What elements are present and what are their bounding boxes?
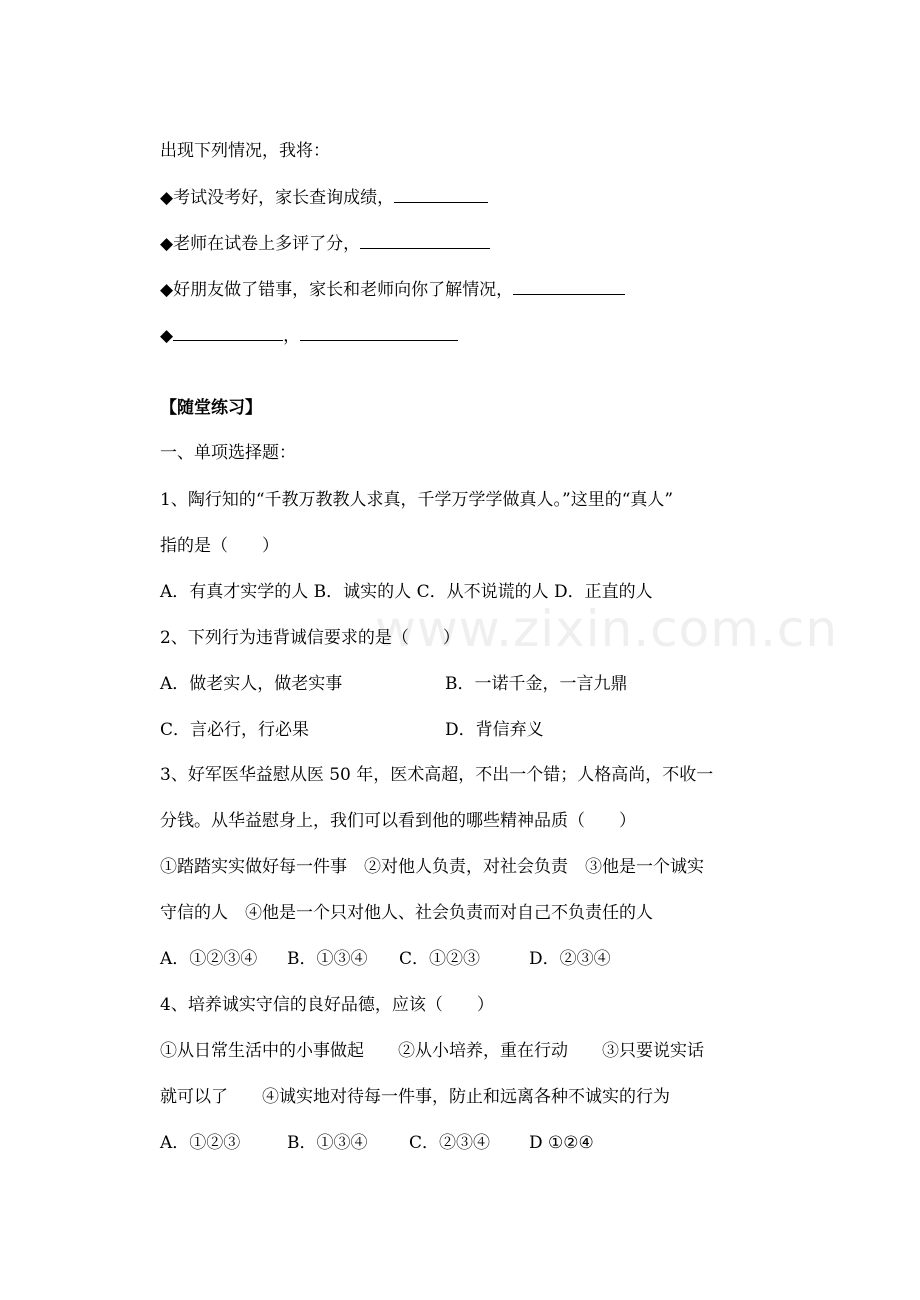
question-2-options-row1 (160, 673, 628, 695)
question-4-stem: 4、培养诚实守信的良好品德，应该（ ） (160, 995, 494, 1015)
answer-blank[interactable] (360, 232, 490, 249)
question-3-stem: 3、好军医华益慰从医 50 年，医术高超，不出一个错；人格高尚，不收一 (160, 765, 714, 785)
option-c: C．②③④ (409, 1133, 491, 1153)
question-2-stem: 2、下列行为违背诚信要求的是（ ） (160, 628, 460, 648)
question-4-statements-cont: 就可以了 ④诚实地对待每一件事，防止和远离各种不诚实的行为 (160, 1087, 670, 1107)
option-d: D．②③④ (529, 949, 611, 969)
watermark: www.zixin.com.cn (375, 600, 839, 658)
option-a: A．做老实人，做老实事 (160, 674, 343, 694)
intro-item-1: ◆考试没考好，家长查询成绩， (160, 186, 488, 209)
answer-blank[interactable] (173, 324, 283, 341)
option-c: C．言必行，行必果 (160, 720, 310, 740)
question-1-options: A．有真才实学的人 B．诚实的人 C．从不说谎的人 D．正直的人 (160, 582, 653, 602)
option-b: B．①③④ (287, 949, 368, 969)
option-b: B．①③④ (287, 1133, 368, 1153)
option-b: B．一诺千金，一言九鼎 (445, 674, 628, 694)
question-1-stem-cont: 指的是（ ） (160, 536, 279, 556)
question-4-options (160, 1132, 594, 1154)
option-a: A．①②③ (160, 1133, 241, 1153)
intro-item-3: ◆好朋友做了错事，家长和老师向你了解情况， (160, 278, 625, 301)
intro-item-2: ◆老师在试卷上多评了分， (160, 232, 490, 255)
option-c: C．①②③ (399, 949, 481, 969)
answer-blank[interactable] (300, 324, 458, 341)
question-3-statements-cont: 守信的人 ④他是一个只对他人、社会负责而对自己不负责任的人 (160, 903, 653, 923)
option-d: D．背信弃义 (445, 720, 544, 740)
intro-item-4: ◆ ， (160, 324, 458, 347)
question-4-statements: ①从日常生活中的小事做起 ②从小培养，重在行动 ③只要说实话 (160, 1041, 704, 1061)
option-a: A．①②③④ (160, 949, 258, 969)
question-3-options (160, 948, 611, 970)
answer-blank[interactable] (394, 186, 488, 203)
practice-title: 【随堂练习】 (160, 398, 262, 418)
option-d: D ①②④ (529, 1133, 594, 1153)
intro-heading: 出现下列情况，我将： (160, 141, 330, 161)
question-2-options-row2 (160, 719, 544, 741)
answer-blank[interactable] (513, 278, 625, 295)
question-1-stem: 1、陶行知的“千教万教教人求真，千学万学学做真人。”这里的“真人” (160, 490, 674, 510)
question-3-stem-cont: 分钱。从华益慰身上，我们可以看到他的哪些精神品质（ ） (160, 811, 636, 831)
question-3-statements: ①踏踏实实做好每一件事 ②对他人负责，对社会负责 ③他是一个诚实 (160, 857, 704, 877)
section-heading: 一、单项选择题： (160, 443, 296, 463)
